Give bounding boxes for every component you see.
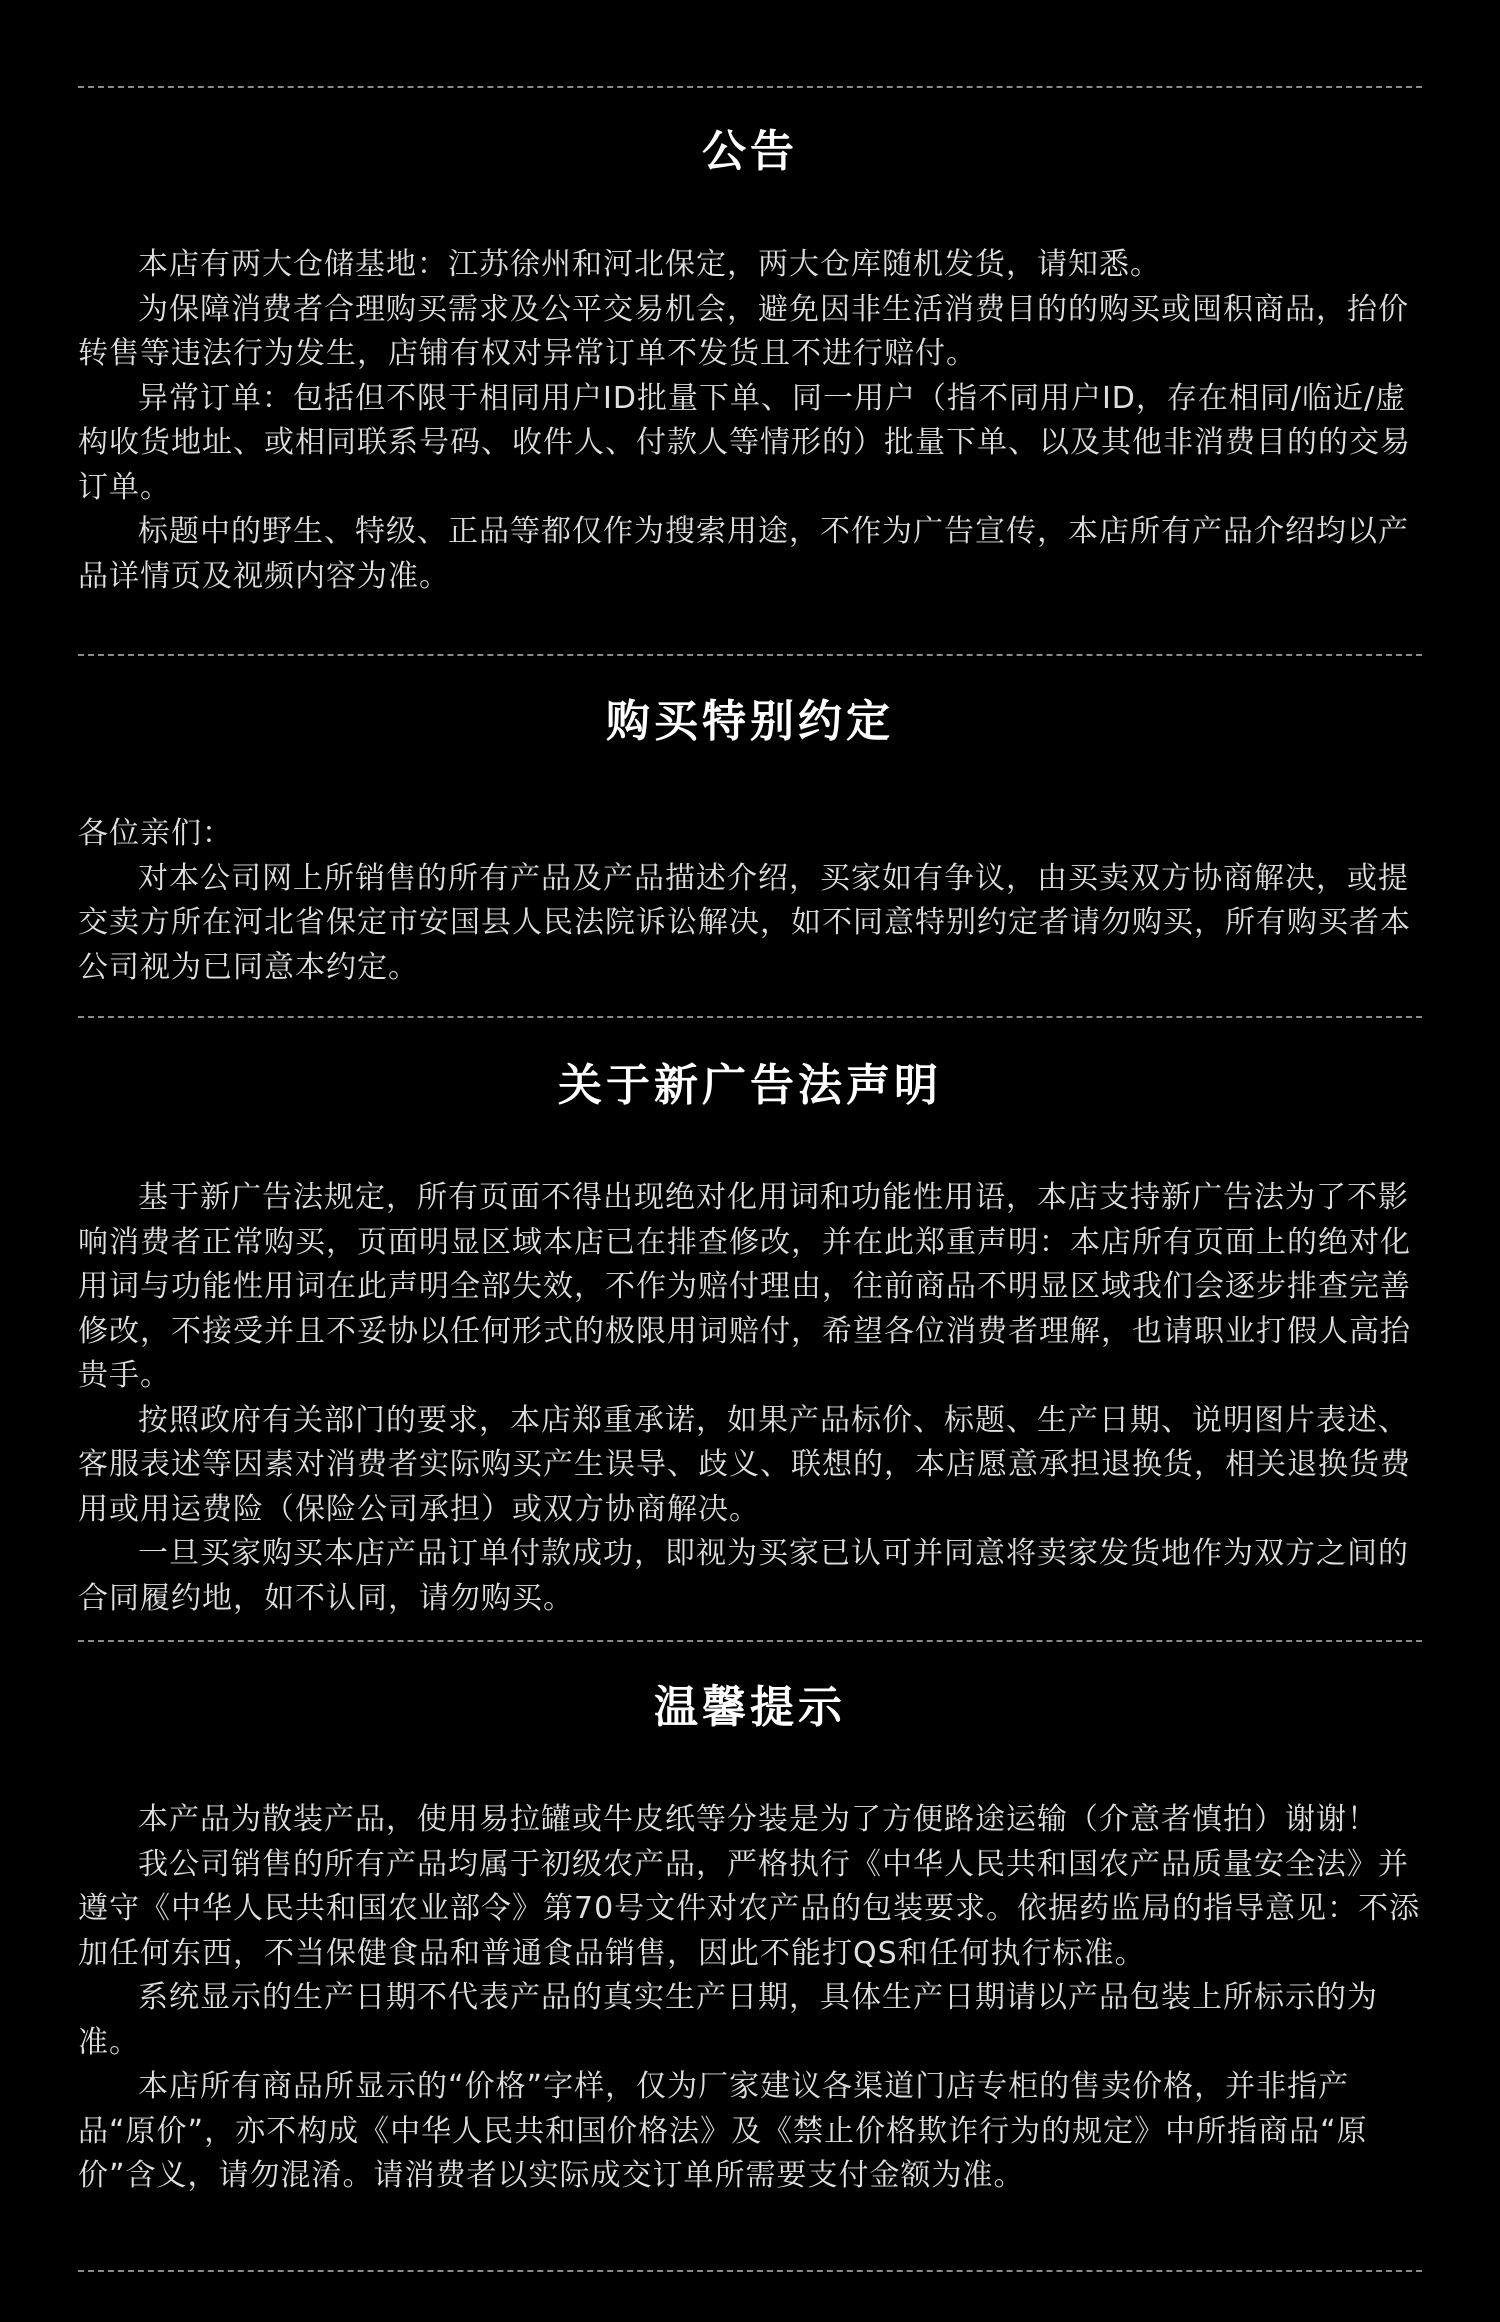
- paragraph: 系统显示的生产日期不代表产品的真实生产日期，具体生产日期请以产品包装上所标示的为准。: [78, 1980, 1378, 2060]
- section-title-notice: 公告: [702, 126, 798, 177]
- section-body-notice: [78, 243, 1422, 599]
- paragraph: 基于新广告法规定，所有页面不得出现绝对化用词和功能性用语，本店支持新广告法为了不影响消费者正常购买，页面明显区域本店已在排查修改，并在此郑重声明：本店所有页面上的绝对化用词与功能性用词在此声明全部失效，不作为赔付理由，往前商品不明显区域我们会逐步排查完善修改，不接受并且不妥协以任何形式的极限用词赔付，希望各位消费者理解，也请职业打假人高抬贵手。: [78, 1180, 1411, 1393]
- section-body-tips: [78, 1798, 1422, 2199]
- paragraph: 按照政府有关部门的要求，本店郑重承诺，如果产品标价、标题、生产日期、说明图片表述、客服表述等因素对消费者实际购买产生误导、歧义、联想的，本店愿意承担退换货，相关退换货费用或用运费险（保险公司承担）或双方协商解决。: [78, 1402, 1411, 1527]
- section-divider: [78, 654, 1422, 656]
- section-divider: [78, 2270, 1422, 2272]
- section-title-tips: 温馨提示: [654, 1682, 846, 1733]
- paragraph: 异常订单：包括但不限于相同用户ID批量下单、同一用户（指不同用户ID，存在相同/临近/虚构收货地址、或相同联系号码、收件人、付款人等情形的）批量下单、以及其他非消费目的的交易订单。: [78, 380, 1411, 505]
- section-divider: [78, 1640, 1422, 1642]
- paragraph: 本店有两大仓储基地：江苏徐州和河北保定，两大仓库随机发货，请知悉。: [138, 247, 1161, 282]
- paragraph: 标题中的野生、特级、正品等都仅作为搜索用途，不作为广告宣传，本店所有产品介绍均以产品详情页及视频内容为准。: [78, 514, 1409, 594]
- paragraph: 对本公司网上所销售的所有产品及产品描述介绍，买家如有争议，由买卖双方协商解决，或提交卖方所在河北省保定市安国县人民法院诉讼解决，如不同意特别约定者请勿购买，所有购买者本公司视为已同意本约定。: [78, 860, 1411, 985]
- section-body-purchase-agreement: [78, 812, 1422, 990]
- section-title-ad-law-statement: 关于新广告法声明: [558, 1060, 942, 1111]
- paragraph: 我公司销售的所有产品均属于初级农产品，严格执行《中华人民共和国农产品质量安全法》并遵守《中华人民共和国农业部令》第70号文件对农产品的包装要求。依据药监局的指导意见：不添加任何东西，不当保健食品和普通食品销售，因此不能打QS和任何执行标准。: [78, 1846, 1421, 1971]
- paragraph: 本店所有商品所显示的“价格”字样，仅为厂家建议各渠道门店专柜的售卖价格，并非指产品“原价”，亦不构成《中华人民共和国价格法》及《禁止价格欺诈行为的规定》中所指商品“原价”含义，请勿混淆。请消费者以实际成交订单所需要支付金额为准。: [78, 2069, 1368, 2193]
- section-title-purchase-agreement: 购买特别约定: [606, 696, 894, 747]
- section-divider: [78, 1016, 1422, 1018]
- paragraph: 一旦买家购买本店产品订单付款成功，即视为买家已认可并同意将卖家发货地作为双方之间的合同履约地，如不认同，请勿购买。: [78, 1536, 1409, 1616]
- section-divider: [78, 86, 1422, 88]
- paragraph: 本产品为散装产品，使用易拉罐或牛皮纸等分装是为了方便路途运输（介意者慎拍）谢谢！: [138, 1802, 1378, 1837]
- paragraph: 为保障消费者合理购买需求及公平交易机会，避免因非生活消费目的的购买或囤积商品，抬价转售等违法行为发生，店铺有权对异常订单不发货且不进行赔付。: [78, 291, 1409, 371]
- section-body-ad-law-statement: [78, 1176, 1422, 1621]
- greeting: 各位亲们：: [78, 816, 233, 851]
